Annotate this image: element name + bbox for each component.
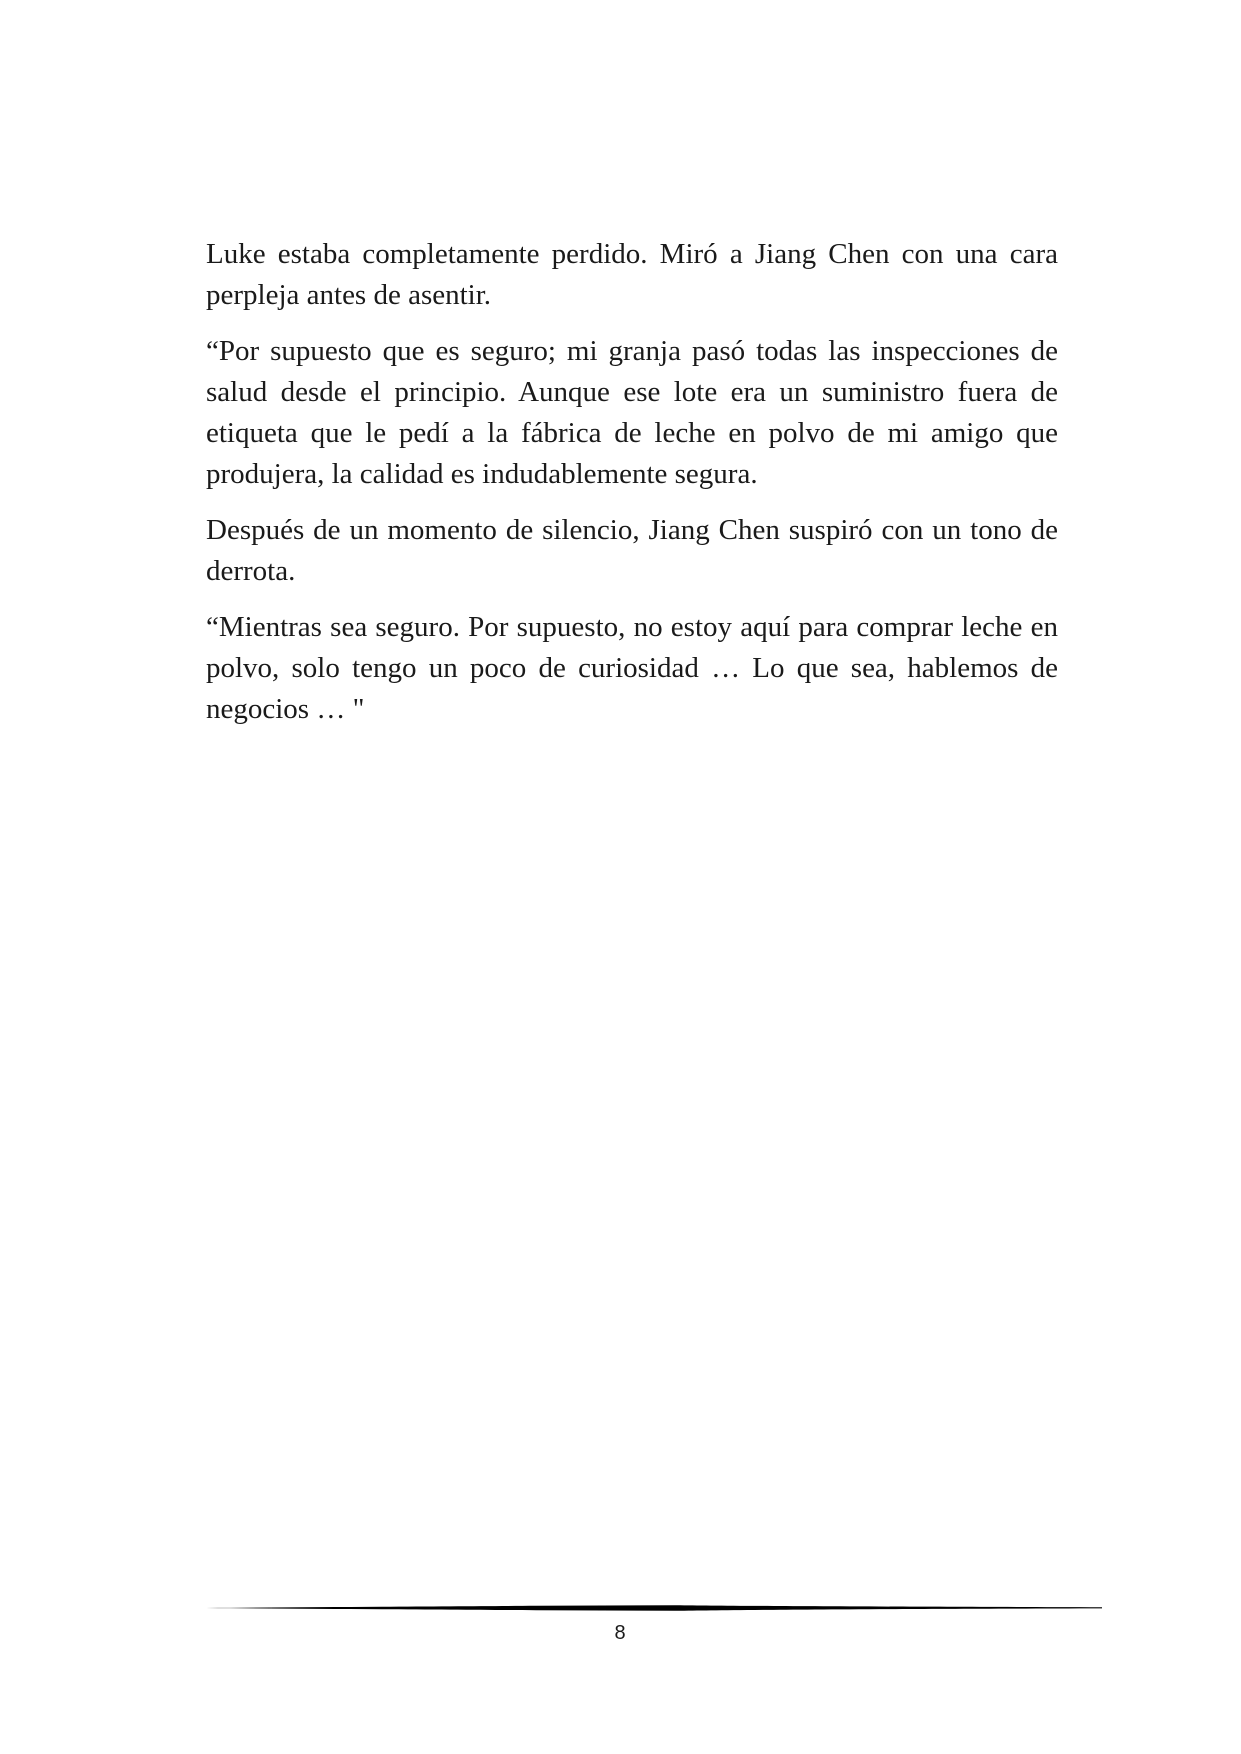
paragraph: Después de un momento de silencio, Jiang Chen suspiró con un tono de derrota. — [206, 514, 1058, 587]
paragraph: “Por supuesto que es seguro; mi granja pasó todas las inspecciones de salud desde el principio. Aunque ese lote era un suministro fuera de etiqueta que le pedí a la fábrica de leche en polvo de mi amigo que produjera, la calidad es indudablemente segura. — [206, 335, 1058, 490]
paragraph: “Mientras sea seguro. Por supuesto, no estoy aquí para comprar leche en polvo, solo tengo un poco de curiosidad … Lo que sea, hablemos de negocios … " — [206, 611, 1058, 725]
paragraph: Luke estaba completamente perdido. Miró a Jiang Chen con una cara perpleja antes de asentir. — [206, 238, 1058, 311]
footer-rule — [206, 1601, 1102, 1615]
page-number: 8 — [614, 1622, 626, 1644]
body-text — [206, 234, 1058, 745]
